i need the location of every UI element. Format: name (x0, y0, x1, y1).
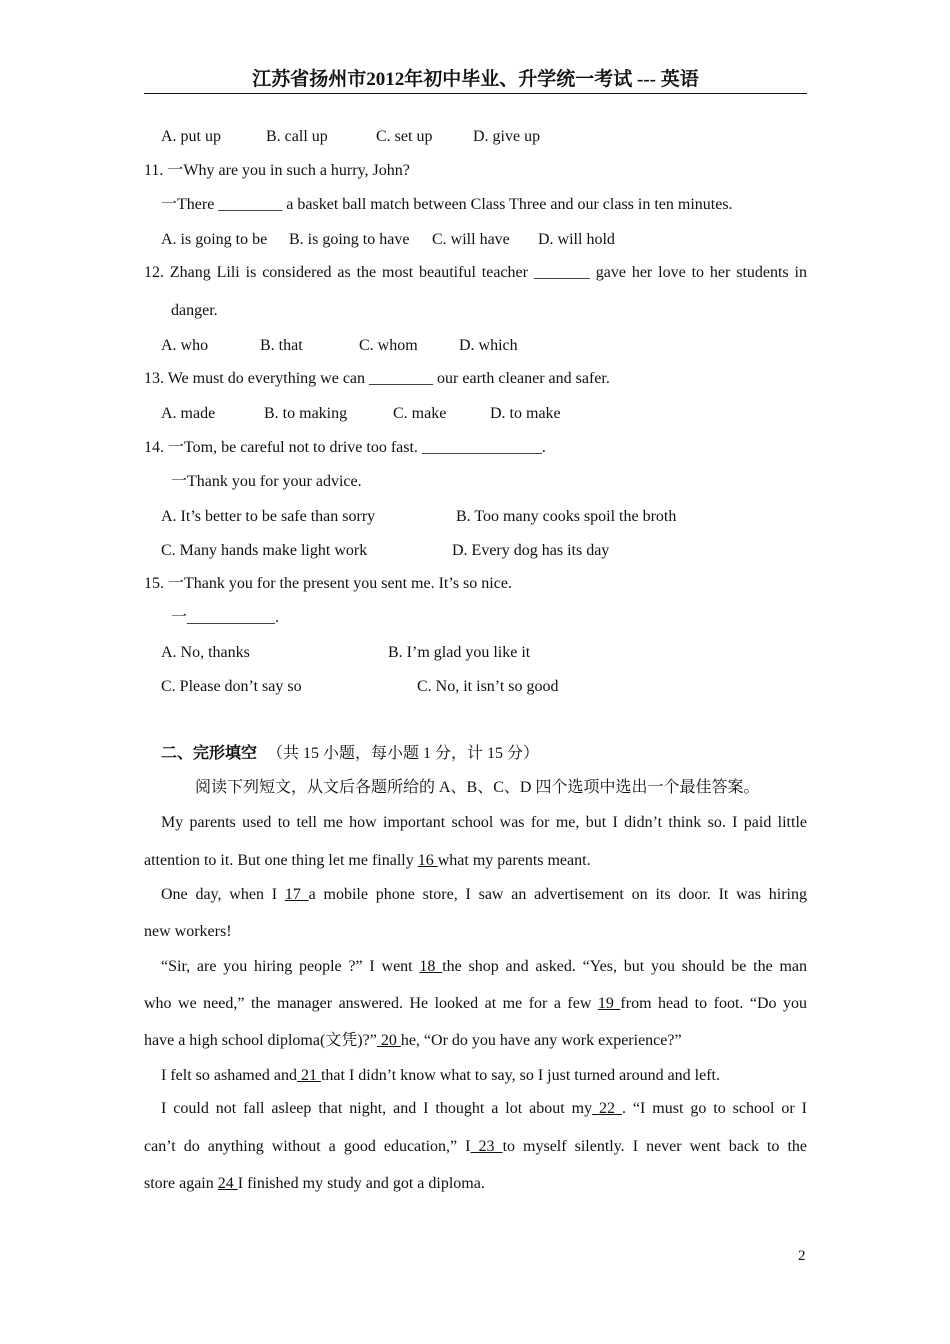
blank-16: 16 (417, 852, 438, 869)
passage-p5-line1 (161, 1099, 807, 1119)
section2-heading (161, 744, 539, 764)
q15-option-b: B. I’m glad you like it (388, 644, 531, 661)
blank-23: 23 (470, 1138, 503, 1155)
q14-reply: 一Thank you for your advice. (171, 473, 362, 490)
page-header-title: 江苏省扬州市2012年初中毕业、升学统一考试 --- 英语 (144, 64, 807, 94)
passage-text: a mobile phone store, I saw an advertisement on its door. It was hiring (308, 886, 807, 903)
passage-text: I could not fall asleep that night, and I thought a lot about my (161, 1100, 593, 1117)
q11-option-a: A. is going to be (161, 231, 268, 248)
q15-option-c2: C. No, it isn’t so good (417, 678, 559, 695)
blank-20: 20 (376, 1032, 401, 1049)
passage-p2-line2: new workers! (144, 923, 232, 940)
passage-text: have a high school diploma(文凭)?” (144, 1032, 377, 1049)
passage-p3-line2 (144, 994, 807, 1014)
q13-option-a: A. made (161, 405, 216, 422)
q12-option-d: D. which (459, 337, 518, 354)
q10-option-b: B. call up (266, 128, 328, 145)
passage-p2-line1 (161, 885, 807, 905)
q10-option-a: A. put up (161, 128, 221, 145)
passage-text: I felt so ashamed and (161, 1067, 297, 1084)
q11-option-b: B. is going to have (289, 231, 410, 248)
q15-reply: 一___________. (171, 609, 280, 626)
blank-19: 19 (597, 995, 621, 1012)
section2-title: 二、完形填空 (161, 745, 258, 762)
q14-question: 14. 一Tom, be careful not to drive too fast. _______________. (144, 439, 546, 456)
passage-text: One day, when I (161, 886, 285, 903)
passage-p5-line3 (144, 1174, 485, 1194)
q12-option-a: A. who (161, 337, 209, 354)
q11-option-d: D. will hold (538, 231, 615, 248)
page-number: 2 (798, 1248, 806, 1264)
passage-p1-line1: My parents used to tell me how important school was for me, but I didn’t think so. I paid little (161, 814, 807, 831)
passage-p5-line2 (144, 1137, 807, 1157)
passage-text: the shop and asked. “Yes, but you should be the man (442, 958, 808, 975)
blank-18: 18 (419, 958, 443, 975)
passage-text: can’t do anything without a good education,” I (144, 1138, 471, 1155)
q14-option-a: A. It’s better to be safe than sorry (161, 508, 376, 525)
q13-question: 13. We must do everything we can ________ our earth cleaner and safer. (144, 370, 610, 387)
passage-text: he, “Or do you have any work experience?” (400, 1032, 682, 1049)
q14-option-d: D. Every dog has its day (452, 542, 610, 559)
q12-question: 12. Zhang Lili is considered as the most beautiful teacher _______ gave her love to her students in (144, 264, 807, 281)
passage-p3-line3 (144, 1031, 682, 1051)
passage-text: “Sir, are you hiring people ?” I went (161, 958, 420, 975)
passage-text: who we need,” the manager answered. He looked at me for a few (144, 995, 598, 1012)
passage-p3-line1 (161, 957, 807, 977)
q15-option-c: C. Please don’t say so (161, 678, 302, 695)
passage-text: that I didn’t know what to say, so I just turned around and left. (320, 1067, 720, 1084)
q14-option-c: C. Many hands make light work (161, 542, 368, 559)
passage-text: store again (144, 1175, 218, 1192)
q10-option-c: C. set up (376, 128, 433, 145)
q11-reply: 一There ________ a basket ball match between Class Three and our class in ten minutes. (161, 196, 733, 213)
passage-p1-line2 (144, 851, 591, 871)
blank-24: 24 (217, 1175, 238, 1192)
passage-p4 (161, 1066, 720, 1086)
q13-option-c: C. make (393, 405, 447, 422)
q13-option-b: B. to making (264, 405, 348, 422)
q11-question: 11. 一Why are you in such a hurry, John? (144, 162, 410, 179)
blank-22: 22 (592, 1100, 622, 1117)
q12-option-c: C. whom (359, 337, 418, 354)
blank-17: 17 (284, 886, 309, 903)
passage-text: from head to foot. “Do you (620, 995, 808, 1012)
q15-question: 15. 一Thank you for the present you sent me. It’s so nice. (144, 575, 512, 592)
q11-option-c: C. will have (432, 231, 510, 248)
passage-text: attention to it. But one thing let me finally (144, 852, 418, 869)
q14-option-b: B. Too many cooks spoil the broth (456, 508, 677, 525)
q12-question-cont: danger. (171, 302, 218, 319)
q13-option-d: D. to make (490, 405, 561, 422)
blank-21: 21 (296, 1067, 321, 1084)
passage-text: what my parents meant. (437, 852, 591, 869)
passage-text: . “I must go to school or I (621, 1100, 807, 1117)
q15-option-a: A. No, thanks (161, 644, 250, 661)
section2-note: （共 15 小题，每小题 1 分，计 15 分） (267, 745, 540, 762)
section2-instruction: 阅读下列短文，从文后各题所给的 A、B、C、D 四个选项中选出一个最佳答案。 (195, 779, 760, 796)
q12-option-b: B. that (260, 337, 303, 354)
q10-option-d: D. give up (473, 128, 541, 145)
passage-text: I finished my study and got a diploma. (237, 1175, 485, 1192)
passage-text: to myself silently. I never went back to the (502, 1138, 808, 1155)
